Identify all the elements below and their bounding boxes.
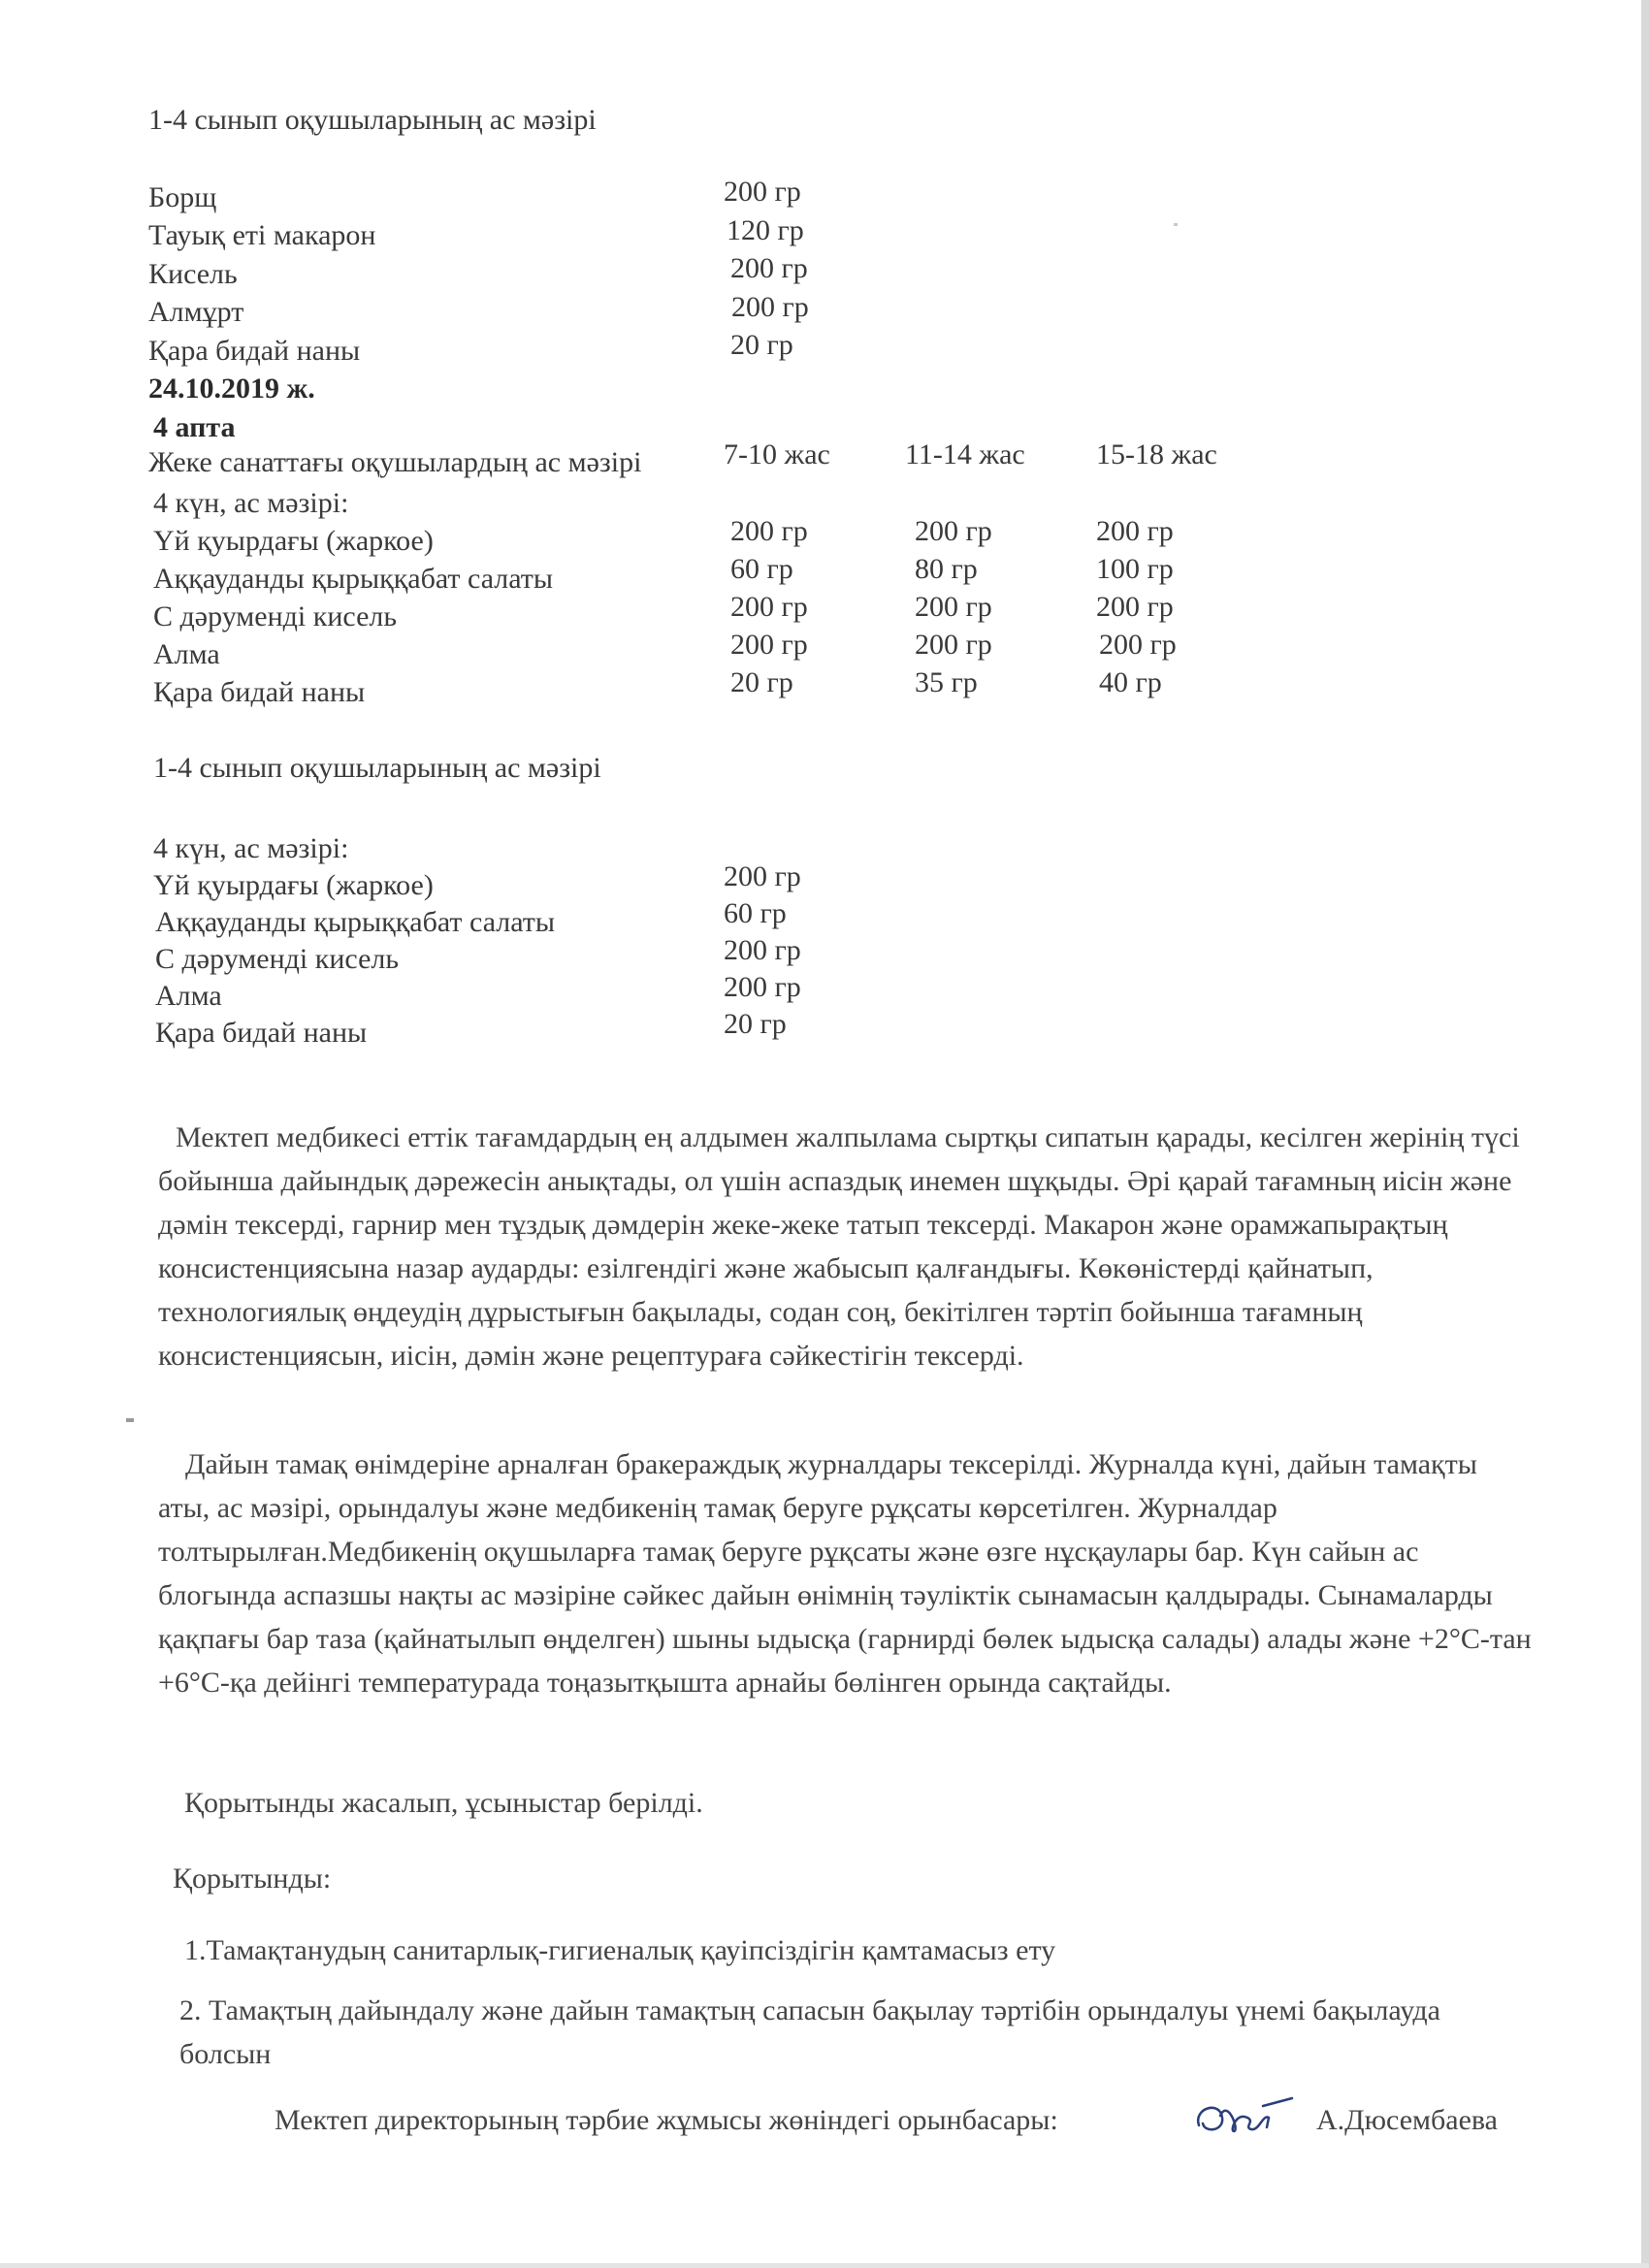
age-header: 7-10 жас <box>724 438 830 470</box>
menu2-amount-15-18: 200 гр <box>1096 515 1174 547</box>
menu3-item-name: С дәруменді кисель <box>155 943 400 975</box>
menu3-item-amount: 200 гр <box>724 971 801 1003</box>
menu2-amount-11-14: 35 гр <box>915 666 978 698</box>
signature-name: А.Дюсембаева <box>1316 2104 1499 2136</box>
conclusion-item-1: 1.Тамақтанудың санитарлық-гигиеналық қауіпсіздігін қамтамасыз ету <box>184 1934 1056 1966</box>
menu1-item-amount: 200 гр <box>724 176 801 208</box>
paragraph-text: 2. Тамақтың дайындалу және дайын тамақтың сапасын бақылау тәртібін орындалуы үнемі бақылауда болсын <box>179 1994 1440 2070</box>
menu3-item-name: Алма <box>155 980 222 1012</box>
menu3-item-amount: 20 гр <box>724 1008 787 1040</box>
age-header: 15-18 жас <box>1096 438 1217 470</box>
signature-position: Мектеп директорының тәрбие жұмысы жөніндегі орынбасары: <box>275 2104 1058 2136</box>
menu2-amount-11-14: 200 гр <box>915 629 992 661</box>
menu2-amount-7-10: 20 гр <box>730 666 793 698</box>
menu3-item-name: Аққауданды қырыққабат салаты <box>155 906 556 938</box>
menu2-amount-11-14: 80 гр <box>915 553 978 585</box>
menu1-title: 1-4 сынып оқушыларының ас мәзірі <box>148 104 597 136</box>
menu2-item-name: С дәруменді кисель <box>153 600 398 632</box>
menu1-item-amount: 120 гр <box>727 214 804 246</box>
menu1-item-name: Кисель <box>148 258 238 290</box>
menu2-item-name: Қара бидай наны <box>153 676 366 708</box>
scan-mark <box>1174 223 1178 226</box>
menu3-item-amount: 60 гр <box>724 897 787 929</box>
menu3-item-amount: 200 гр <box>724 934 801 966</box>
menu2-title: Жеке санаттағы оқушылардың ас мәзірі <box>148 446 642 478</box>
menu2-amount-15-18: 100 гр <box>1096 553 1174 585</box>
menu2-item-name: Үй қуырдағы (жаркое) <box>153 525 434 557</box>
menu2-day-label: 4 күн, ас мәзірі: <box>153 487 349 519</box>
menu2-item-name: Аққауданды қырыққабат салаты <box>153 563 554 595</box>
paragraph-text: Мектеп медбикесі еттік тағамдардың ең алдымен жалпылама сыртқы сипатын қарады, кесілген жерінің түсі бойынша дайындық дәрежесін анықтады, ол үшін аспаздық инемен шұқыды. Әрі қарай тағамның иісін және дәмін тексерді, гарнир мен тұздық дәмдерін жеке-жеке татып тексерді. Макарон және орамжапырақтың консистенциясына назар аударды: езілгендігі және жабысып қалғандығы. Көкөністерді қайнатып, технологиялық өңдеудің дұрыстығын бақылады, содан соң, бекітілген тәртіп бойынша тағамның консистенциясын, иісін, дәмін және рецептураға сәйкестігін тексерді. <box>158 1121 1520 1372</box>
menu1-item-amount: 200 гр <box>731 291 809 323</box>
paragraph-text: Дайын тамақ өнімдеріне арналған бракераждық журналдары тексерілді. Журналда күні, дайын тамақты аты, ас мәзірі, орындалуы және медбикенің тамақ беруге рұқсаты көрсетілген. Журналдар толтырылған.Медбикенің оқушыларға тамақ беруге рұқсаты және өзге нұсқаулары бар. Күн сайын ас блогында аспазшы нақты ас мәзіріне сәйкес дайын өнімнің тәуліктік сынамасын қалдырады. Сынамаларды қақпағы бар таза (қайнатылып өңделген) шыны ыдысқа (гарнирді бөлек ыдысқа салады) алады және +2°С-тан +6°С-қа дейінгі температурада тоңазытқышта арнайы бөлінген орында сақтайды. <box>158 1448 1532 1699</box>
menu1-item-name: Борщ <box>148 181 217 213</box>
menu2-amount-7-10: 200 гр <box>730 629 808 661</box>
menu1-item-name: Алмұрт <box>148 296 244 328</box>
menu2-amount-11-14: 200 гр <box>915 515 992 547</box>
menu2-amount-15-18: 200 гр <box>1096 591 1174 623</box>
scan-edge-right <box>1641 0 1649 2268</box>
menu1-item-name: Қара бидай наны <box>148 335 361 367</box>
menu3-title: 1-4 сынып оқушыларының ас мәзірі <box>153 752 601 784</box>
scan-edge-bottom <box>0 2263 1649 2268</box>
conclusion-item-2 <box>179 1989 1499 2076</box>
menu3-item-name: Қара бидай наны <box>155 1017 368 1049</box>
menu2-amount-11-14: 200 гр <box>915 591 992 623</box>
scan-mark <box>126 1418 134 1422</box>
menu2-amount-7-10: 60 гр <box>730 553 793 585</box>
document-date: 24.10.2019 ж. <box>148 373 315 405</box>
menu2-amount-7-10: 200 гр <box>730 591 808 623</box>
inspection-paragraph <box>158 1116 1536 1377</box>
menu3-item-amount: 200 гр <box>724 860 801 892</box>
menu1-item-amount: 20 гр <box>730 329 793 361</box>
menu3-day-label: 4 күн, ас мәзірі: <box>153 832 349 864</box>
week-label: 4 апта <box>153 411 236 443</box>
menu1-item-amount: 200 гр <box>730 252 808 284</box>
conclusion-note: Қорытынды жасалып, ұсыныстар берілді. <box>184 1787 703 1819</box>
menu2-amount-15-18: 40 гр <box>1099 666 1162 698</box>
menu3-item-name: Үй қуырдағы (жаркое) <box>153 869 434 901</box>
menu2-amount-15-18: 200 гр <box>1099 629 1177 661</box>
menu2-item-name: Алма <box>153 638 220 670</box>
handwritten-signature <box>1191 2089 1298 2147</box>
menu2-amount-7-10: 200 гр <box>730 515 808 547</box>
menu1-item-name: Тауық еті макарон <box>148 219 376 251</box>
journal-paragraph <box>158 1442 1536 1704</box>
age-header: 11-14 жас <box>905 438 1025 470</box>
conclusion-heading: Қорытынды: <box>173 1863 332 1895</box>
